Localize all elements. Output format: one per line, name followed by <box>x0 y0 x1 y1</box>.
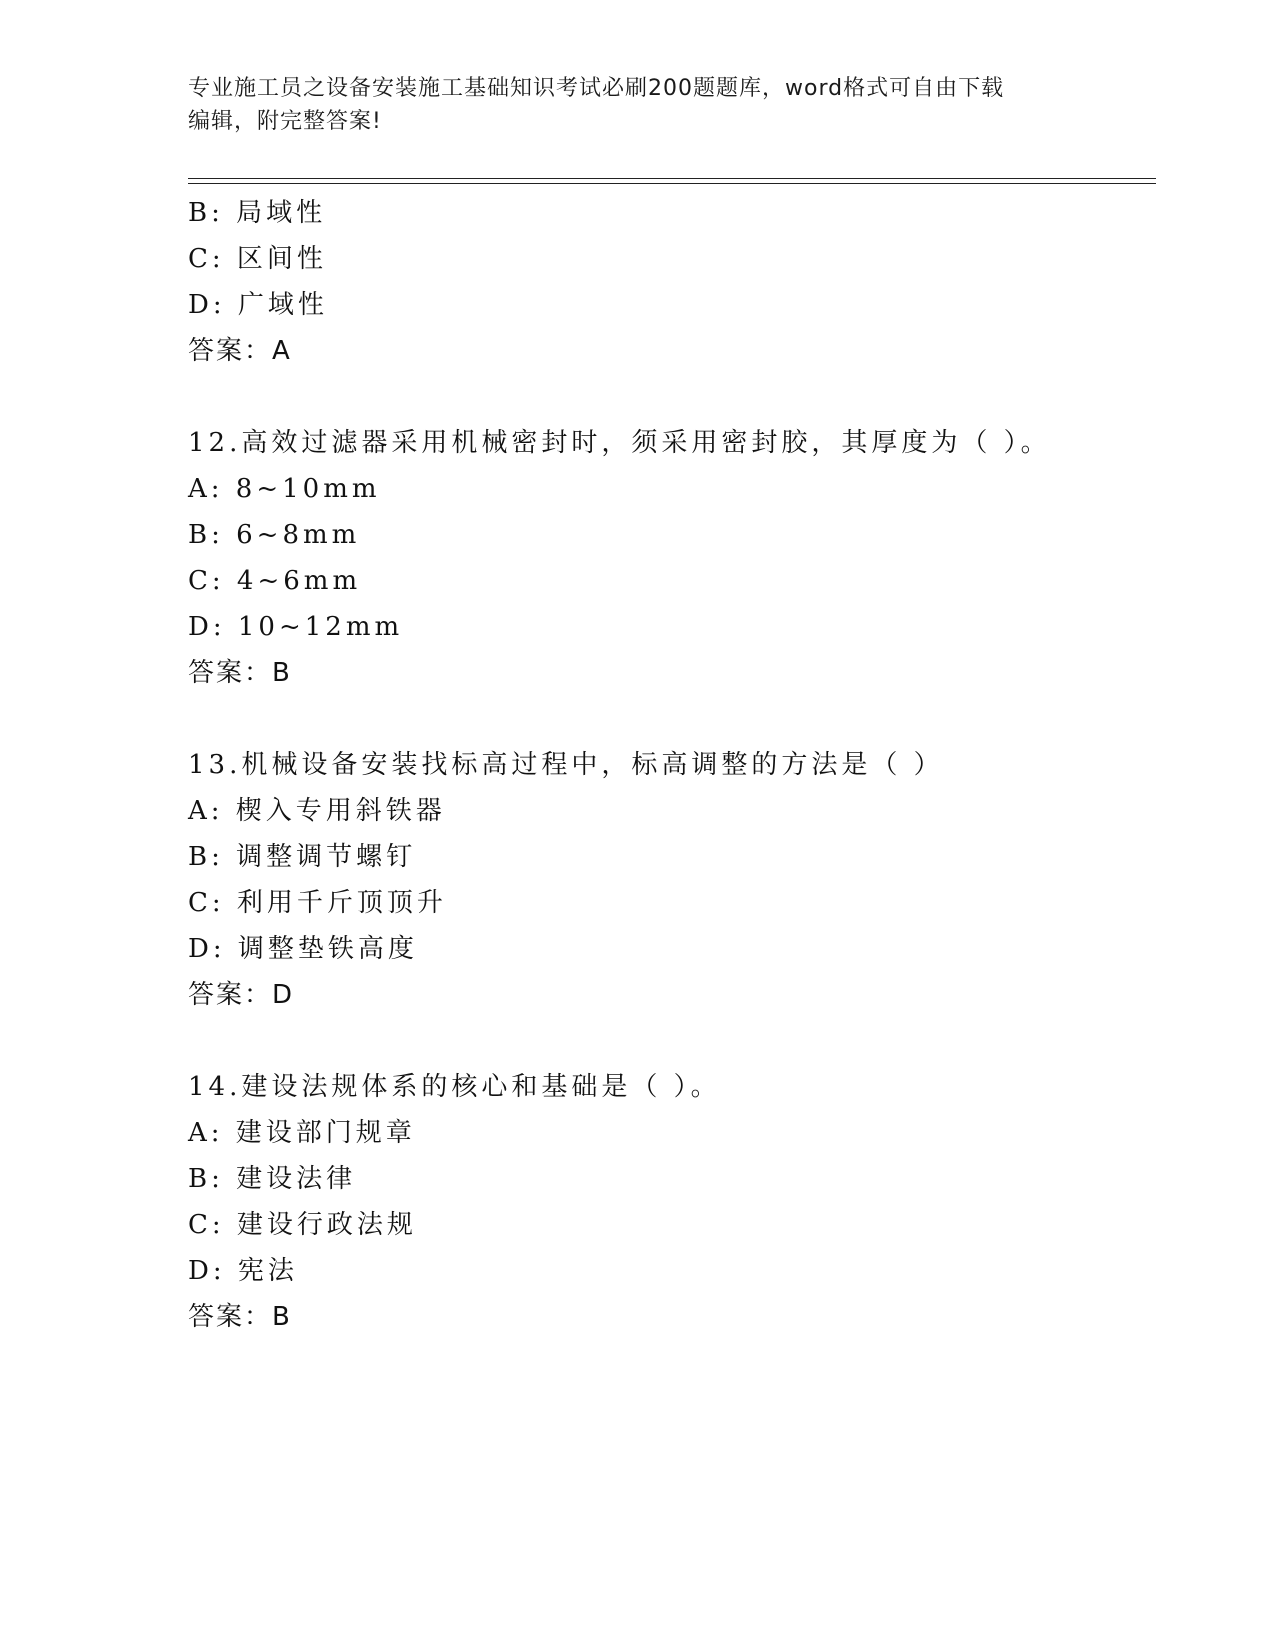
option-b: B: 6~8mm <box>188 520 361 550</box>
spacer <box>188 1018 1156 1064</box>
header-divider-bottom <box>188 183 1156 184</box>
option-b: B: 建设法律 <box>188 1164 357 1194</box>
option-c: C: 区间性 <box>188 244 327 274</box>
question-block-13 <box>188 742 1156 1018</box>
question-stem: 14.建设法规体系的核心和基础是（ ）。 <box>188 1072 721 1102</box>
document-header <box>188 72 1088 138</box>
spacer <box>188 696 1156 742</box>
answer-line: 答案：B <box>188 1302 292 1332</box>
option-d: D: 调整垫铁高度 <box>188 934 418 964</box>
option-a: A: 楔入专用斜铁器 <box>188 796 446 826</box>
question-block-11 <box>188 190 1156 374</box>
option-d: D: 10~12mm <box>188 612 404 642</box>
option-b: B: 局域性 <box>188 198 327 228</box>
option-c: C: 利用千斤顶顶升 <box>188 888 447 918</box>
header-line-2: 编辑，附完整答案! <box>188 109 382 134</box>
question-block-12 <box>188 420 1156 696</box>
answer-line: 答案：D <box>188 980 295 1010</box>
answer-line: 答案：B <box>188 658 292 688</box>
answer-line: 答案：A <box>188 336 292 366</box>
header-divider-top <box>188 178 1156 179</box>
question-stem: 12.高效过滤器采用机械密封时，须采用密封胶，其厚度为（ ）。 <box>188 428 1051 458</box>
option-c: C: 4~6mm <box>188 566 362 596</box>
header-line-1: 专业施工员之设备安装施工基础知识考试必刷200题题库，word格式可自由下载 <box>188 76 1005 101</box>
option-d: D: 广域性 <box>188 290 328 320</box>
option-a: A: 建设部门规章 <box>188 1118 416 1148</box>
option-a: A: 8~10mm <box>188 474 381 504</box>
option-d: D: 宪法 <box>188 1256 298 1286</box>
question-stem: 13.机械设备安装找标高过程中，标高调整的方法是（ ） <box>188 750 944 780</box>
spacer <box>188 374 1156 420</box>
option-b: B: 调整调节螺钉 <box>188 842 417 872</box>
question-list <box>188 190 1156 1340</box>
question-block-14 <box>188 1064 1156 1340</box>
option-c: C: 建设行政法规 <box>188 1210 417 1240</box>
